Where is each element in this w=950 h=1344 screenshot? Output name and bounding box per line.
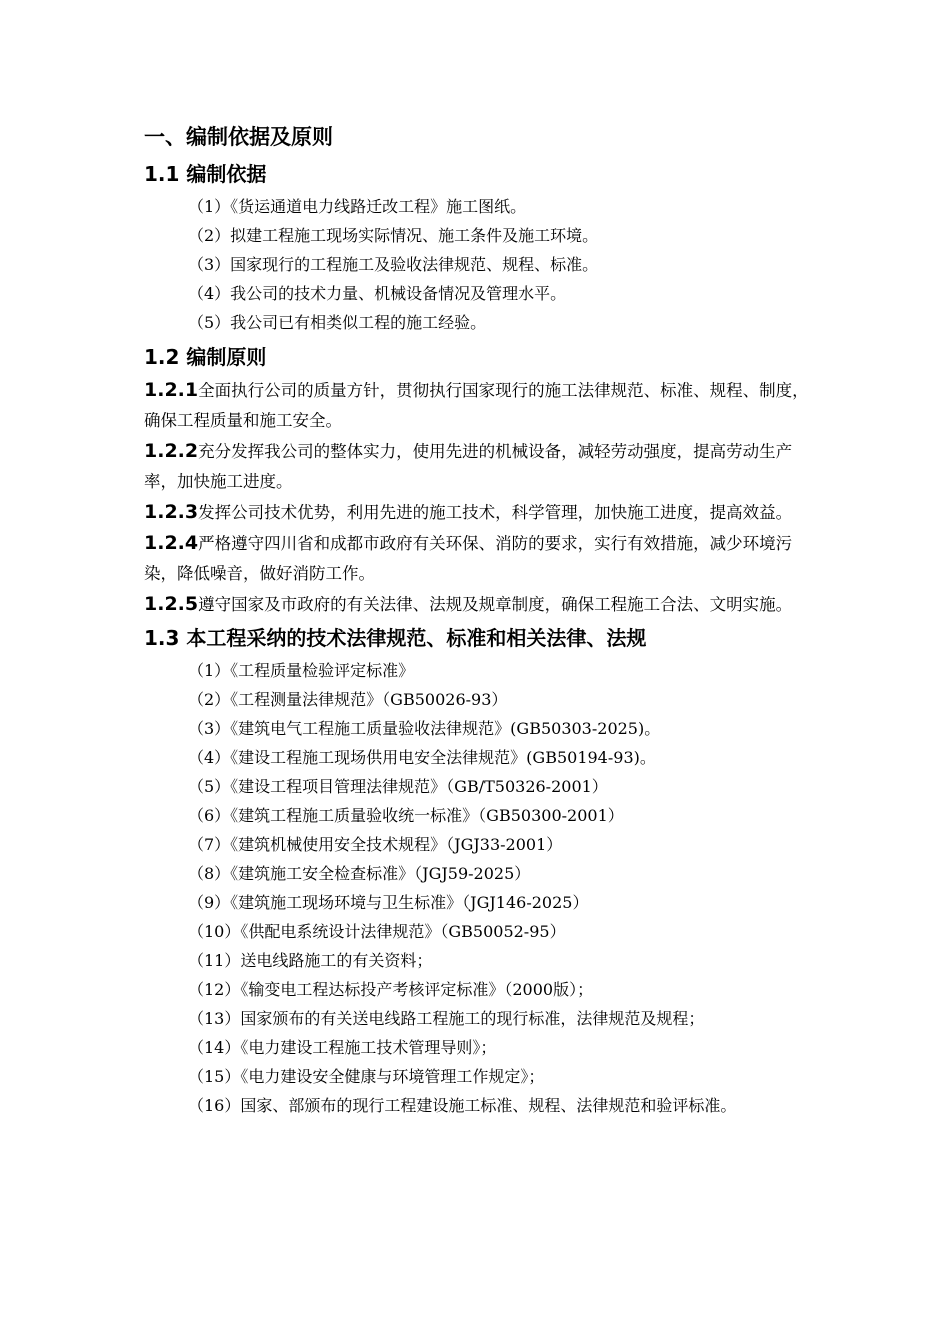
clause-number: 1.2.1 bbox=[144, 379, 199, 401]
section-1-2-paragraphs bbox=[144, 375, 810, 620]
list-item: （16）国家、部颁布的现行工程建设施工标准、规程、法律规范和验评标准。 bbox=[188, 1096, 737, 1115]
clause-text: 全面执行公司的质量方针，贯彻执行国家现行的施工法律规范、标准、规程、制度，确保工程质量和施工安全。 bbox=[144, 381, 809, 430]
clause-number: 1.2.4 bbox=[144, 532, 199, 554]
list-item: （8）《建筑施工安全检查标准》（JGJ59-2025） bbox=[188, 864, 531, 883]
clause-number: 1.2.3 bbox=[144, 501, 199, 523]
clause-number: 1.2.2 bbox=[144, 440, 199, 462]
list-item: （6）《建筑工程施工质量验收统一标准》（GB50300-2001） bbox=[188, 806, 624, 825]
section-1-3-title: 1.3 本工程采纳的技术法律规范、标准和相关法律、法规 bbox=[144, 626, 647, 650]
section-1-3-list bbox=[144, 656, 810, 1120]
list-item: （14）《电力建设工程施工技术管理导则》； bbox=[188, 1038, 497, 1057]
list-item: （5）我公司已有相类似工程的施工经验。 bbox=[188, 313, 487, 332]
clause-number: 1.2.5 bbox=[144, 593, 199, 615]
list-item: （4）《建设工程施工现场供用电安全法律规范》(GB50194-93)。 bbox=[188, 748, 656, 767]
list-item: （1）《货运通道电力线路迁改工程》施工图纸。 bbox=[188, 197, 527, 216]
list-item: （3）国家现行的工程施工及验收法律规范、规程、标准。 bbox=[188, 255, 599, 274]
chapter-heading: 一、编制依据及原则 bbox=[144, 125, 333, 149]
list-item: （1）《工程质量检验评定标准》 bbox=[188, 661, 415, 680]
principle-paragraph bbox=[144, 375, 810, 436]
list-item: （3）《建筑电气工程施工质量验收法律规范》(GB50303-2025)。 bbox=[188, 719, 661, 738]
principle-paragraph bbox=[144, 528, 810, 589]
clause-text: 严格遵守四川省和成都市政府有关环保、消防的要求，实行有效措施，减少环境污染，降低噪音，做好消防工作。 bbox=[144, 534, 793, 583]
section-1-2-title: 1.2 编制原则 bbox=[144, 345, 267, 369]
list-item: （2）《工程测量法律规范》（GB50026-93） bbox=[188, 690, 508, 709]
list-item: （5）《建设工程项目管理法律规范》（GB/T50326-2001） bbox=[188, 777, 608, 796]
section-1-1-list bbox=[144, 192, 810, 337]
clause-text: 发挥公司技术优势，利用先进的施工技术，科学管理，加快施工进度，提高效益。 bbox=[198, 503, 793, 522]
list-item: （7）《建筑机械使用安全技术规程》（JGJ33-2001） bbox=[188, 835, 563, 854]
list-item: （4）我公司的技术力量、机械设备情况及管理水平。 bbox=[188, 284, 567, 303]
principle-paragraph bbox=[144, 436, 810, 497]
section-1-1-title: 1.1 编制依据 bbox=[144, 162, 267, 186]
list-item: （12）《输变电工程达标投产考核评定标准》（2000版）； bbox=[188, 980, 594, 999]
list-item: （11）送电线路施工的有关资料； bbox=[188, 951, 433, 970]
list-item: （15）《电力建设安全健康与环境管理工作规定》； bbox=[188, 1067, 545, 1086]
list-item: （2）拟建工程施工现场实际情况、施工条件及施工环境。 bbox=[188, 226, 599, 245]
principle-paragraph bbox=[144, 497, 810, 528]
list-item: （13）国家颁布的有关送电线路工程施工的现行标准，法律规范及规程； bbox=[188, 1009, 705, 1028]
principle-paragraph bbox=[144, 589, 810, 620]
list-item: （10）《供配电系统设计法律规范》（GB50052-95） bbox=[188, 922, 566, 941]
clause-text: 充分发挥我公司的整体实力，使用先进的机械设备，减轻劳动强度，提高劳动生产率，加快施工进度。 bbox=[144, 442, 793, 491]
list-item: （9）《建筑施工现场环境与卫生标准》（JGJ146-2025） bbox=[188, 893, 589, 912]
clause-text: 遵守国家及市政府的有关法律、法规及规章制度，确保工程施工合法、文明实施。 bbox=[198, 595, 793, 614]
